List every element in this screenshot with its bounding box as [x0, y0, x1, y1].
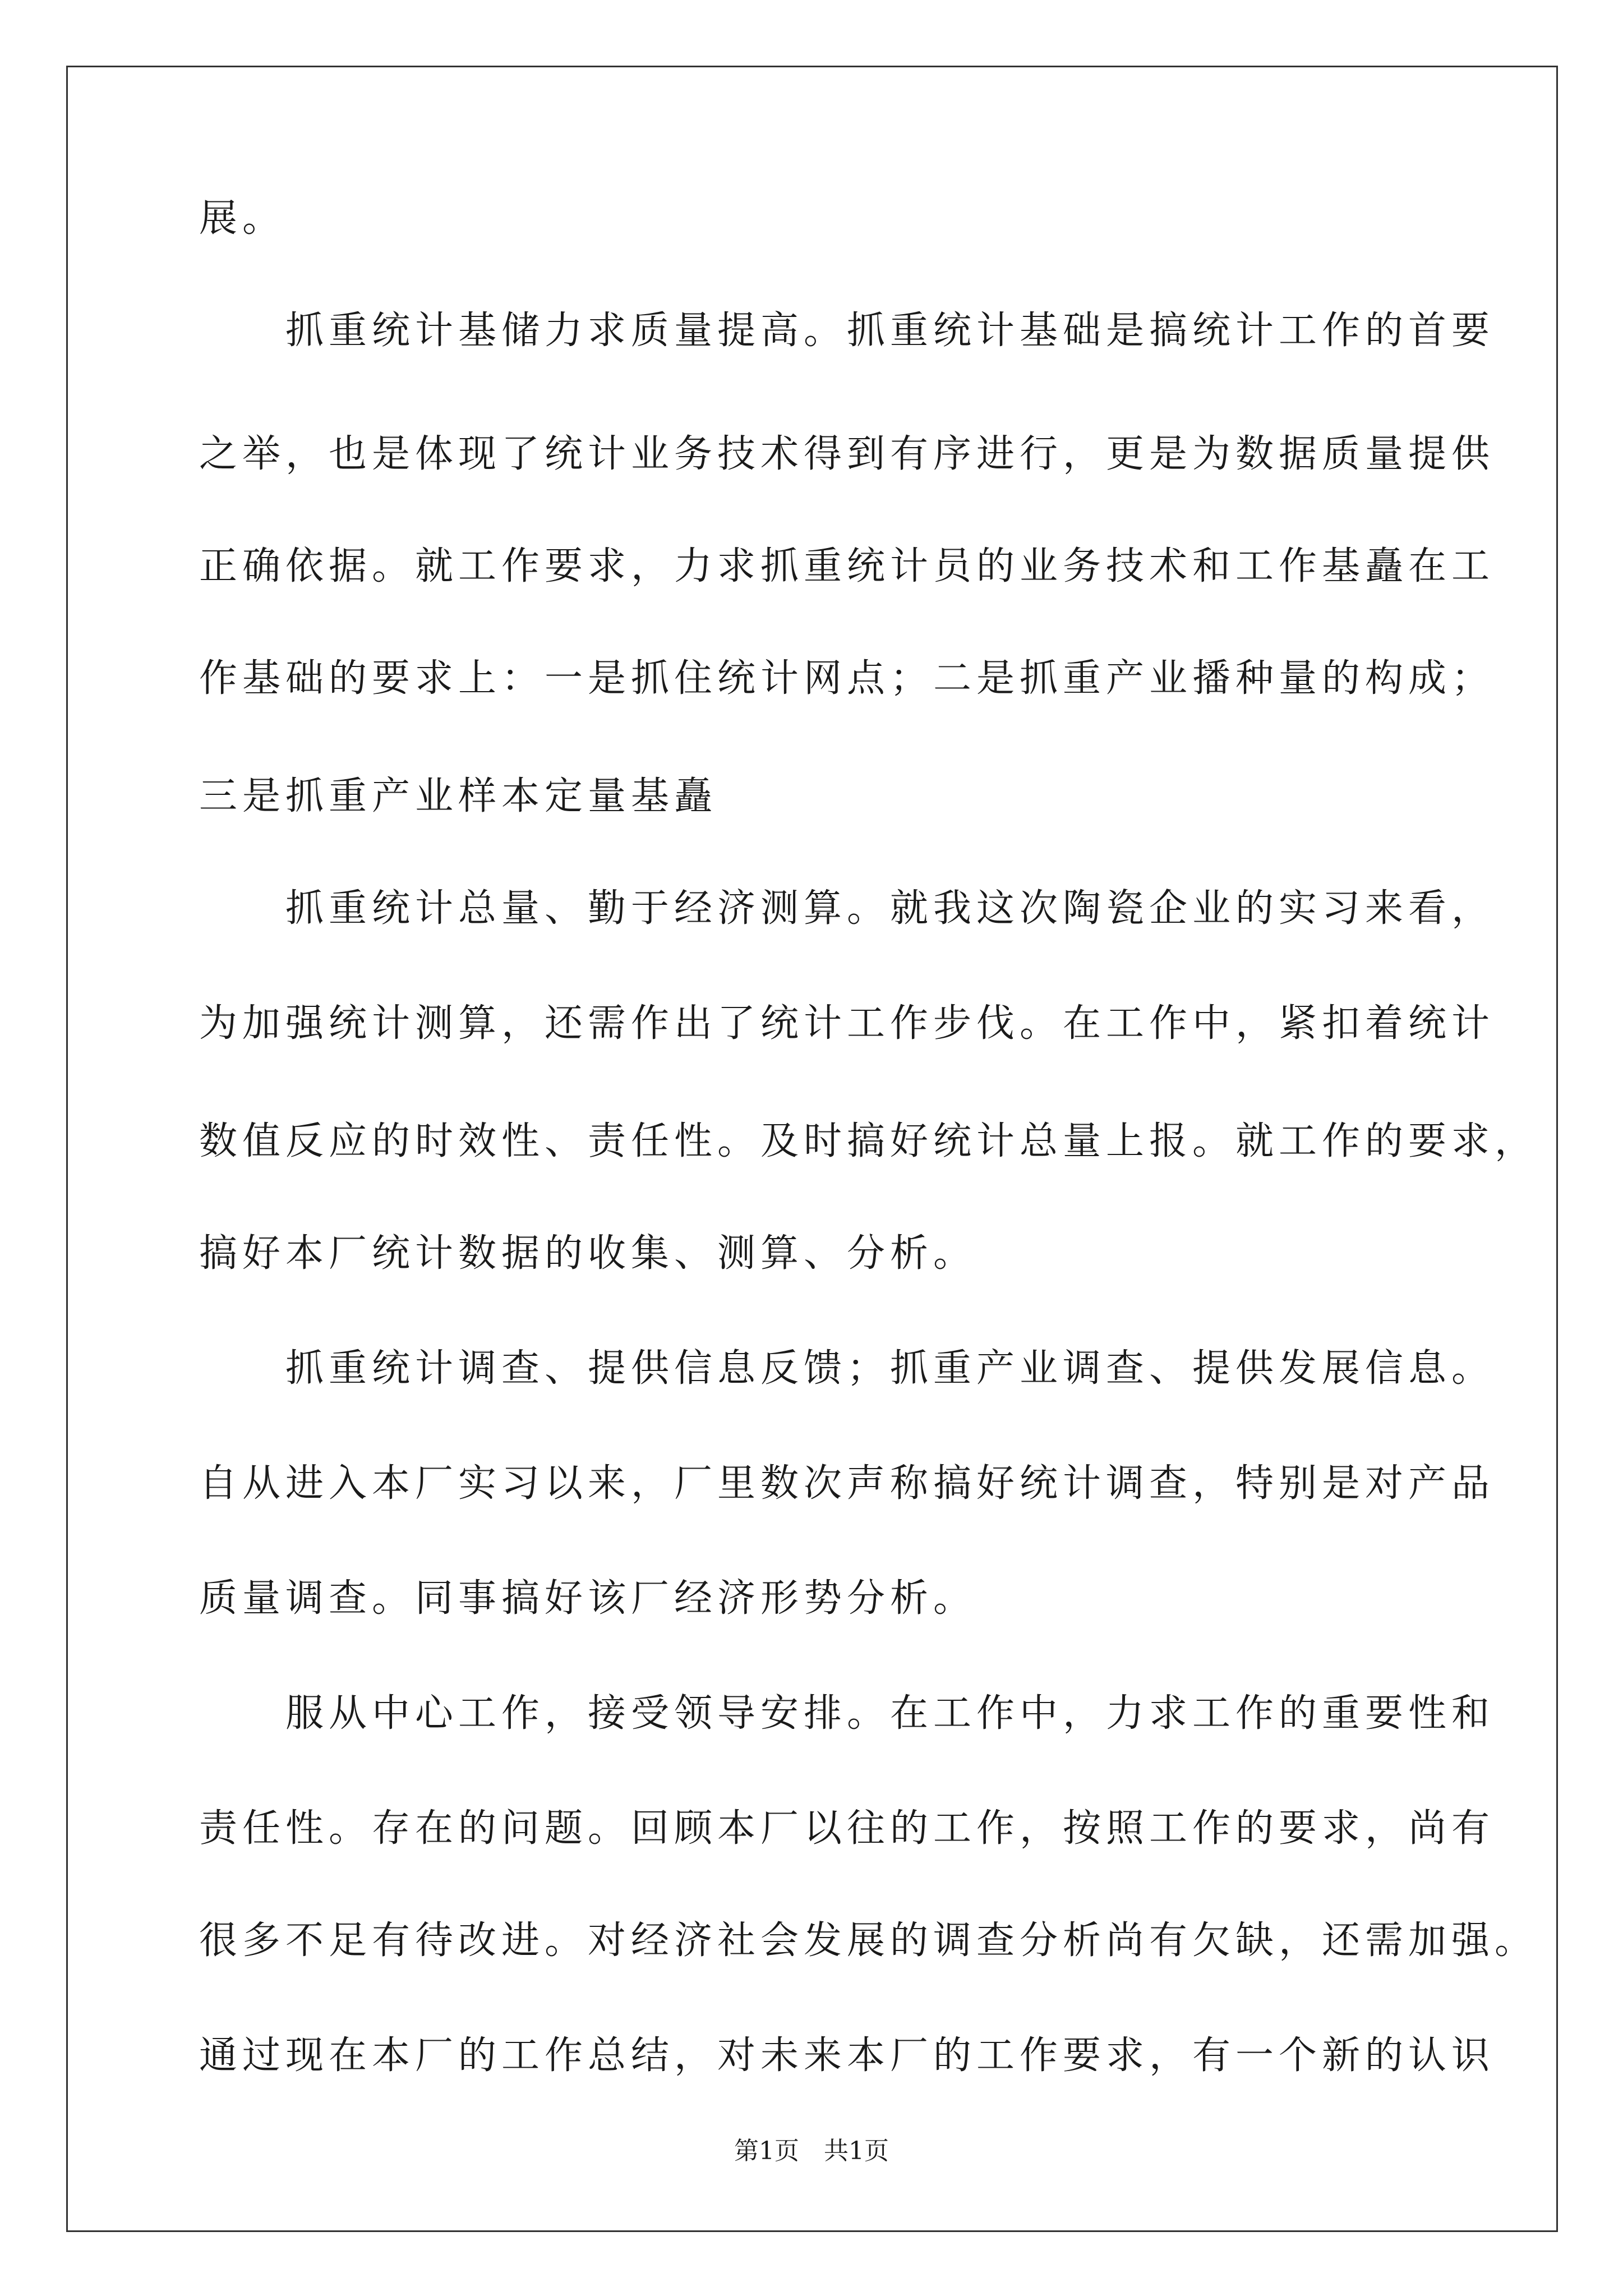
text-line: 抓重统计总量、勤于经济测算。就我这次陶瓷企业的实习来看， — [199, 886, 1495, 931]
text-line: 搞好本厂统计数据的收集、测算、分析。 — [199, 1231, 977, 1276]
text-line: 数值反应的时效性、责任性。及时搞好统计总量上报。就工作的要求， — [199, 1119, 1538, 1163]
text-line: 责任性。存在的问题。回顾本厂以往的工作，按照工作的要求，尚有 — [199, 1806, 1495, 1851]
page-footer: 第1页 共1页 — [734, 2137, 889, 2165]
text-line: 通过现在本厂的工作总结，对未来本厂的工作要求，有一个新的认识 — [199, 2033, 1495, 2078]
text-line: 抓重统计基储力求质量提高。抓重统计基础是搞统计工作的首要 — [199, 309, 1495, 353]
text-line: 质量调查。同事搞好该厂经济形势分析。 — [199, 1576, 977, 1621]
text-line: 之举，也是体现了统计业务技术得到有序进行，更是为数据质量提供 — [199, 432, 1495, 476]
text-line: 正确依据。就工作要求，力求抓重统计员的业务技术和工作基矗在工 — [199, 544, 1495, 588]
text-line: 作基础的要求上：一是抓住统计网点；二是抓重产业播种量的构成； — [199, 656, 1495, 701]
text-line: 很多不足有待改进。对经济社会发展的调查分析尚有欠缺，还需加强。 — [199, 1918, 1538, 1963]
text-line: 三是抓重产业样本定量基矗 — [199, 774, 718, 818]
text-line: 服从中心工作，接受领导安排。在工作中，力求工作的重要性和 — [199, 1691, 1495, 1736]
text-line: 自从进入本厂实习以来，厂里数次声称搞好统计调查，特别是对产品 — [199, 1461, 1495, 1506]
text-line: 为加强统计测算，还需作出了统计工作步伐。在工作中，紧扣着统计 — [199, 1001, 1495, 1046]
text-line: 展。 — [199, 196, 286, 241]
text-line: 抓重统计调查、提供信息反馈；抓重产业调查、提供发展信息。 — [199, 1346, 1495, 1391]
